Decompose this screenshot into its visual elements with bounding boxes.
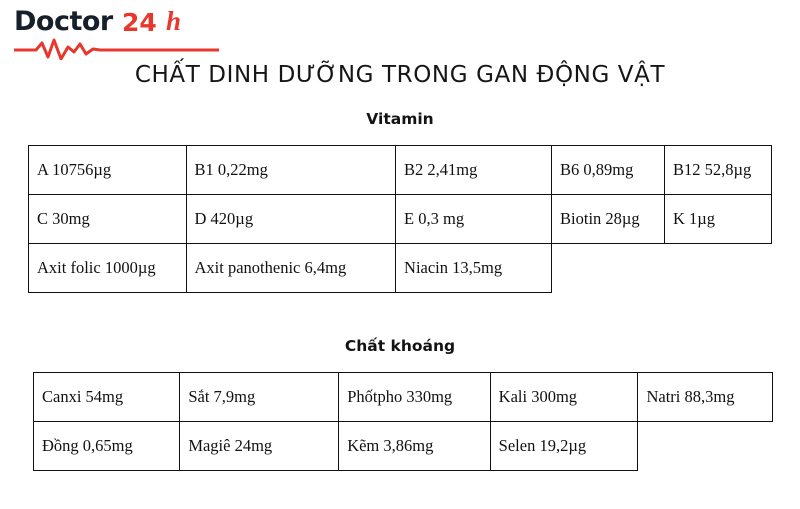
table-cell: Đồng 0,65mg [34,422,180,471]
table-cell: Biotin 28µg [552,195,665,244]
table-cell: C 30mg [29,195,187,244]
page-title: CHẤT DINH DƯỠNG TRONG GAN ĐỘNG VẬT [134,62,666,88]
table-cell: D 420µg [186,195,396,244]
brand-name: Doctor [14,6,113,37]
table-row [34,373,773,422]
brand-suffix: h [166,6,182,36]
table-row [29,195,772,244]
table-cell: E 0,3 mg [396,195,552,244]
table-cell: A 10756µg [29,146,187,195]
table-cell: K 1µg [664,195,771,244]
table-cell: Natri 88,3mg [638,373,773,422]
table-cell-empty [638,422,773,471]
table-cell: B6 0,89mg [552,146,665,195]
vitamin-table [28,145,772,293]
mineral-table [33,372,773,471]
table-cell: B12 52,8µg [664,146,771,195]
table-cell: Selen 19,2µg [490,422,638,471]
table-cell: Axit folic 1000µg [29,244,187,293]
table-cell: B1 0,22mg [186,146,396,195]
table-cell-empty [552,244,665,293]
section-heading-minerals: Chất khoáng [344,337,456,355]
table-cell: Canxi 54mg [34,373,180,422]
table-row [29,244,772,293]
table-row [34,422,773,471]
table-row [29,146,772,195]
table-cell: B2 2,41mg [396,146,552,195]
table-cell: Axit panothenic 6,4mg [186,244,396,293]
table-cell-empty [664,244,771,293]
heartbeat-pulse-icon [14,38,219,60]
table-cell: Kali 300mg [490,373,638,422]
table-cell: Kẽm 3,86mg [339,422,490,471]
table-cell: Phốtpho 330mg [339,373,490,422]
table-cell: Sắt 7,9mg [180,373,339,422]
section-heading-vitamin: Vitamin [366,110,434,128]
table-cell: Niacin 13,5mg [396,244,552,293]
table-cell: Magiê 24mg [180,422,339,471]
brand-logo [14,8,224,60]
brand-number: 24 [122,8,157,37]
